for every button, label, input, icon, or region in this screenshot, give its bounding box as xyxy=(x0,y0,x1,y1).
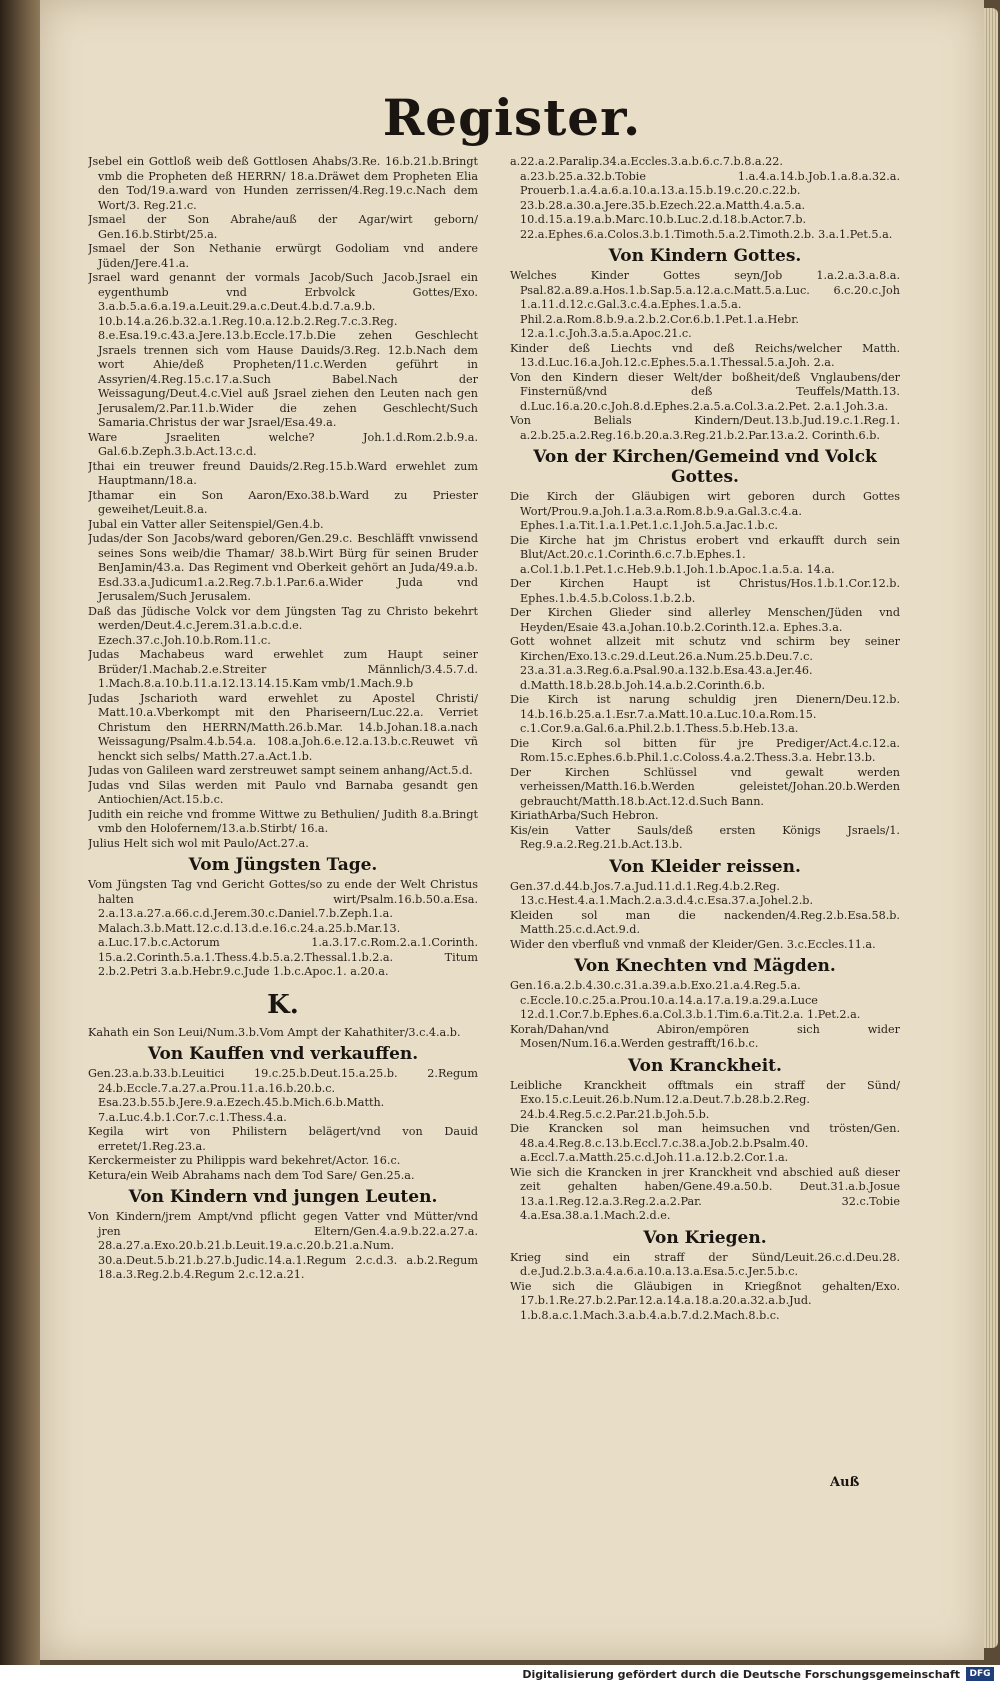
register-entry: Judith ein reiche vnd fromme Wittwe zu Bethulien/ Judith 8.a.Bringt vmb den Holofernem/13.a.b.Stirbt/ 16.a. xyxy=(88,807,478,835)
register-entry: a.22.a.2.Paralip.34.a.Eccles.3.a.b.6.c.7.b.8.a.22. a.23.b.25.a.32.b.Tobie 1.a.4.a.14.b.Job.1.a.8.a.32.a. Prouerb.1.a.4.a.6.a.10.a.13.a.15.b.19.c.20.c.22.b. 23.b.28.a.30.a.Jere.35.b.Ezech.22.a.Matth.4.a.5.a. 10.d.15.a.19.a.b.Marc.10.b.Luc.2.d.18.b.Actor.7.b. 22.a.Ephes.6.a.Colos.3.b.1.Timoth.5.a.2.Timoth.2.b. 3.a.1.Pet.5.a. xyxy=(510,155,900,241)
register-entry: Von Belials Kindern/Deut.13.b.Jud.19.c.1.Reg.1. a.2.b.25.a.2.Reg.16.b.20.a.3.Reg.21.b.2.Par.13.a.2. Corinth.6.b. xyxy=(510,414,900,442)
register-entry: Jsmael der Son Nethanie erwürgt Godoliam vnd andere Jüden/Jere.41.a. xyxy=(88,242,478,270)
left-column xyxy=(88,155,478,1565)
register-entry: Die Kirche hat jm Christus erobert vnd erkaufft durch sein Blut/Act.20.c.1.Corinth.6.c.7.b.Ephes.1. a.Col.1.b.1.Pet.1.c.Heb.9.b.1.Joh.1.b.Apoc.1.a.5.a. 14.a. xyxy=(510,533,900,576)
register-entry: Judas Machabeus ward erwehlet zum Haupt seiner Brüder/1.Machab.2.e.Streiter Männlich/3.4.5.7.d. 1.Mach.8.a.10.b.11.a.12.13.14.15.Kam vmb/1.Mach.9.b xyxy=(88,648,478,690)
scanned-page xyxy=(40,0,984,1660)
register-entry: Kerckermeister zu Philippis ward bekehret/Actor. 16.c. xyxy=(88,1154,401,1167)
register-entry: Ware Jsraeliten welche? Joh.1.d.Rom.2.b.9.a. Gal.6.b.Zeph.3.b.Act.13.c.d. xyxy=(88,430,478,458)
register-entry: Der Kirchen Haupt ist Christus/Hos.1.b.1.Cor.12.b. Ephes.1.b.4.5.b.Coloss.1.b.2.b. xyxy=(510,577,900,605)
footer-bar xyxy=(0,1665,1000,1685)
section-heading: Von Kindern Gottes. xyxy=(608,246,802,266)
register-entry: Daß das Jüdische Volck vor dem Jüngsten Tag zu Christo bekehrt werden/Deut.4.c.Jerem.31.a.b.c.d.e. Ezech.37.c.Joh.10.b.Rom.11.c. xyxy=(88,604,478,647)
section-heading: Von Knechten vnd Mägden. xyxy=(574,956,836,976)
section-heading: Von Kauffen vnd verkauffen. xyxy=(147,1044,419,1064)
catchword: Auß xyxy=(830,1475,860,1490)
register-entry: Der Kirchen Schlüssel vnd gewalt werden verheissen/Matth.16.b.Werden geleistet/Johan.20.b.Werden gebraucht/Matth.18.b.Act.12.d.Such Bann. xyxy=(510,765,900,808)
register-entry: Jsrael ward genannt der vormals Jacob/Such Jacob.Jsrael ein eygenthumb vnd Erbvolck Gottes/Exo. 3.a.b.5.a.6.a.19.a.Leuit.29.a.c.Deut.4.b.d.7.a.9.b. 10.b.14.a.26.b.32.a.1.Reg.10.a.12.b.2.Reg.7.c.3.Reg. 8.e.Esa.19.c.43.a.Jere.13.b.Eccle.17.b.Die zehen Geschlecht Jsraels trennen sich vom Hause Dauids/3.Reg. 12.b.Nach dem wort Ahie/deß Propheten/11.c.Werden geführt in Assyrien/4.Reg.15.c.17.a.Such Babel.Nach der Weissagung/Deut.4.c.Viel auß Jsrael ziehen den Leuten nach gen Jerusalem/2.Par.11.b.Wider die zehen Geschlecht/Such Samaria.Christus der war Jsrael/Esa.49.a. xyxy=(88,271,478,429)
register-entry: Die Krancken sol man heimsuchen vnd trösten/Gen. 48.a.4.Reg.8.c.13.b.Eccl.7.c.38.a.Job.2.b.Psalm.40. a.Eccl.7.a.Matth.25.c.d.Joh.11.a.12.b.2.Cor.1.a. xyxy=(510,1122,900,1164)
register-entry: Leibliche Kranckheit offtmals ein straff der Sünd/ Exo.15.c.Leuit.26.b.Num.12.a.Deut.7.b.28.b.2.Reg. 24.b.4.Reg.5.c.2.Par.21.b.Joh.5.b. xyxy=(510,1078,900,1121)
right-column xyxy=(510,155,900,1565)
register-entry: Jthai ein treuwer freund Dauids/2.Reg.15.b.Ward erwehlet zum Hauptmann/18.a. xyxy=(88,459,478,487)
register-entry: Kis/ein Vatter Sauls/deß ersten Königs Jsraels/1. Reg.9.a.2.Reg.21.b.Act.13.b. xyxy=(510,823,900,851)
register-entry: Krieg sind ein straff der Sünd/Leuit.26.c.d.Deu.28. d.e.Jud.2.b.3.a.4.a.6.a.10.a.13.a.Esa.5.c.Jer.5.b.c. xyxy=(510,1250,900,1278)
register-entry: Von Kindern/jrem Ampt/vnd pflicht gegen Vatter vnd Mütter/vnd jren Eltern/Gen.4.a.9.b.22.a.27.a. 28.a.27.a.Exo.20.b.21.b.Leuit.19.a.c.20.b.21.a.Num. 30.a.Deut.5.b.21.b.27.b.Judic.14.a.1.Regum 2.c.d.3. a.b.2.Regum 18.a.3.Reg.2.b.4.Regum 2.c.12.a.21. xyxy=(88,1210,478,1281)
footer-credit: Digitalisierung gefördert durch die Deutsche Forschungsgemeinschaft xyxy=(522,1668,960,1681)
register-entry: Jubal ein Vatter aller Seitenspiel/Gen.4.b. xyxy=(88,517,324,531)
section-heading: Von Kindern vnd jungen Leuten. xyxy=(128,1187,438,1207)
page-edge xyxy=(984,8,998,1648)
register-entry: Kegila wirt von Philistern belägert/vnd von Dauid erretet/1.Reg.23.a. xyxy=(88,1125,478,1153)
register-entry: Gen.37.d.44.b.Jos.7.a.Jud.11.d.1.Reg.4.b.2.Reg. 13.c.Hest.4.a.1.Mach.2.a.3.d.4.c.Esa.37.a.Johel.2.b. xyxy=(510,879,814,907)
section-heading: Von Kranckheit. xyxy=(628,1055,782,1076)
register-entry: Kleiden sol man die nackenden/4.Reg.2.b.Esa.58.b. Matth.25.c.d.Act.9.d. xyxy=(510,908,900,936)
register-entry: Von den Kindern dieser Welt/der boßheit/deß Vnglaubens/der Finsternüß/vnd deß Teuffels/Matth.13. d.Luc.16.a.20.c.Joh.8.d.Ephes.2.a.5.a.Col.3.a.2.Pet. 2.a.1.Joh.3.a. xyxy=(510,370,900,413)
register-entry: Wie sich die Gläubigen in Kriegßnot gehalten/Exo. 17.b.1.Re.27.b.2.Par.12.a.14.a.18.a.20.a.32.a.b.Jud. 1.b.8.a.c.1.Mach.3.a.b.4.a.b.7.d.2.Mach.8.b.c. xyxy=(510,1279,900,1322)
register-entry: Jsebel ein Gottloß weib deß Gottlosen Ahabs/3.Re. 16.b.21.b.Bringt vmb die Propheten deß HERRN/ 18.a.Dräwet dem Propheten Elia den Tod/19.a.ward von Hunden zerrissen/4.Reg.19.c.Nach dem Wort/3. Reg.21.c. xyxy=(88,155,478,212)
register-entry: Die Kirch der Gläubigen wirt geboren durch Gottes Wort/Prou.9.a.Joh.1.a.3.a.Rom.8.b.9.a.Gal.3.c.4.a. Ephes.1.a.Tit.1.a.1.Pet.1.c.1.Joh.5.a.Jac.1.b.c. xyxy=(510,490,900,532)
register-entry: Kinder deß Liechts vnd deß Reichs/welcher Matth. 13.d.Luc.16.a.Joh.12.c.Ephes.5.a.1.Thessal.5.a.Joh. 2.a. xyxy=(510,341,900,369)
register-entry: Jsmael der Son Abrahe/auß der Agar/wirt geborn/ Gen.16.b.Stirbt/25.a. xyxy=(88,213,478,241)
register-entry: Wie sich die Krancken in jrer Kranckheit vnd abschied auß dieser zeit gehalten haben/Gene.49.a.50.b. Deut.31.a.b.Josue 13.a.1.Reg.12.a.3.Reg.2.a.2.Par. 32.c.Tobie 4.a.Esa.38.a.1.Mach.2.d.e. xyxy=(510,1165,900,1222)
register-entry: Gen.23.a.b.33.b.Leuitici 19.c.25.b.Deut.15.a.25.b. 2.Regum 24.b.Eccle.7.a.27.a.Prou.11.a.16.b.20.b.c. Esa.23.b.55.b.Jere.9.a.Ezech.45.b.Mich.6.b.Matth. 7.a.Luc.4.b.1.Cor.7.c.1.Thess.4.a. xyxy=(88,1067,478,1124)
page-title: Register. xyxy=(382,88,642,147)
section-heading: Von der Kirchen/Gemeind vnd Volck Gottes. xyxy=(533,447,877,487)
register-entry: Judas/der Son Jacobs/ward geboren/Gen.29.c. Beschläfft vnwissend seines Sons weib/die Thamar/ 38.b.Wirt Bürg für seinen Bruder BenJamin/43.a. Das Regiment vnd Oberkeit gehört an Juda/49.a.b. Esd.33.a.Judicum1.a.2.Reg.7.b.1.Par.6.a.Wider Juda vnd Jerusalem/Such Jerusalem. xyxy=(88,532,478,603)
register-entry: Judas Jscharioth ward erwehlet zu Apostel Christi/ Matt.10.a.Vberkompt mit den Phariseern/Luc.22.a. Verriet Christum den HERRN/Matth.26.b.Mar. 14.b.Johan.18.a.nach Weissagung/Psalm.4.b.54.a. 108.a.Joh.6.e.12.a.13.b.c.Reuwet vñ henckt sich selbs/ Matth.27.a.Act.1.b. xyxy=(88,691,478,763)
section-heading: Von Kriegen. xyxy=(643,1227,767,1248)
register-entry: Judas von Galileen ward zerstreuwet sampt seinem anhang/Act.5.d. xyxy=(88,764,473,777)
book-binding xyxy=(0,0,40,1685)
register-entry: Vom Jüngsten Tag vnd Gericht Gottes/so zu ende der Welt Christus halten wirt/Psalm.16.b.50.a.Esa. 2.a.13.a.27.a.66.c.d.Jerem.30.c.Daniel.7.b.Zeph.1.a. Malach.3.b.Matt.12.c.d.13.d.e.16.c.24.a.25.b.Mar.13. a.Luc.17.b.c.Actorum 1.a.3.17.c.Rom.2.a.1.Corinth. 15.a.2.Corinth.5.a.1.Thess.4.b.5.a.2.Thessal.1.b.2.a. Titum 2.b.2.Petri 3.a.b.Hebr.9.c.Jude 1.b.c.Apoc.1. a.20.a. xyxy=(88,878,478,978)
register-entry: Julius Helt sich wol mit Paulo/Act.27.a. xyxy=(88,836,309,850)
register-entry: Der Kirchen Glieder sind allerley Menschen/Jüden vnd Heyden/Esaie 43.a.Johan.10.b.2.Corinth.12.a. Ephes.3.a. xyxy=(510,606,900,634)
register-entry: Korah/Dahan/vnd Abiron/empören sich wider Mosen/Num.16.a.Werden gestrafft/16.b.c. xyxy=(510,1022,900,1050)
register-entry: Jthamar ein Son Aaron/Exo.38.b.Ward zu Priester geweihet/Leuit.8.a. xyxy=(88,488,478,516)
register-entry: Wider den vberfluß vnd vnmaß der Kleider/Gen. 3.c.Eccles.11.a. xyxy=(510,937,876,951)
register-entry: Ketura/ein Weib Abrahams nach dem Tod Sare/ Gen.25.a. xyxy=(88,1168,415,1182)
section-heading: Vom Jüngsten Tage. xyxy=(188,855,378,875)
register-entry: Judas vnd Silas werden mit Paulo vnd Barnaba gesandt gen Antiochien/Act.15.b.c. xyxy=(88,778,478,806)
register-entry: Gen.16.a.2.b.4.30.c.31.a.39.a.b.Exo.21.a.4.Reg.5.a. c.Eccle.10.c.25.a.Prou.10.a.14.a.17.a.19.a.29.a.Luce 12.d.1.Cor.7.b.Ephes.6.a.Col.3.b.1.Tim.6.a.Tit.2.a. 1.Pet.2.a. xyxy=(510,979,861,1021)
section-letter: K. xyxy=(267,989,299,1020)
register-entry: Kahath ein Son Leui/Num.3.b.Vom Ampt der Kahathiter/3.c.4.a.b. xyxy=(88,1025,461,1039)
dfg-logo-icon: DFG xyxy=(966,1667,994,1681)
register-entry: Gott wohnet allzeit mit schutz vnd schirm bey seiner Kirchen/Exo.13.c.29.d.Leut.26.a.Num.25.b.Deu.7.c. 23.a.31.a.3.Reg.6.a.Psal.90.a.132.b.Esa.43.a.Jer.46. d.Matth.18.b.28.b.Joh.14.a.b.2.Corinth.6.b. xyxy=(510,635,900,692)
section-heading: Von Kleider reissen. xyxy=(609,856,801,877)
register-entry: Die Kirch ist narung schuldig jren Dienern/Deu.12.b. 14.b.16.b.25.a.1.Esr.7.a.Matt.10.a.Luc.10.a.Rom.15. c.1.Cor.9.a.Gal.6.a.Phil.2.b.1.Thess.5.b.Heb.13.a. xyxy=(510,693,900,735)
register-entry: Welches Kinder Gottes seyn/Job 1.a.2.a.3.a.8.a. Psal.82.a.89.a.Hos.1.b.Sap.5.a.12.a.c.Matt.5.a.Luc. 6.c.20.c.Joh 1.a.11.d.12.c.Gal.3.c.4.a.Ephes.1.a.5.a. Phil.2.a.Rom.8.b.9.a.2.b.2.Cor.6.b.1.Pet.1.a.Hebr. 12.a.1.c.Joh.3.a.5.a.Apoc.21.c. xyxy=(510,269,900,340)
register-entry: Die Kirch sol bitten für jre Prediger/Act.4.c.12.a. Rom.15.c.Ephes.6.b.Phil.1.c.Coloss.4.a.2.Thess.3.a. Hebr.13.b. xyxy=(510,736,900,764)
register-entry: KiriathArba/Such Hebron. xyxy=(510,809,659,822)
